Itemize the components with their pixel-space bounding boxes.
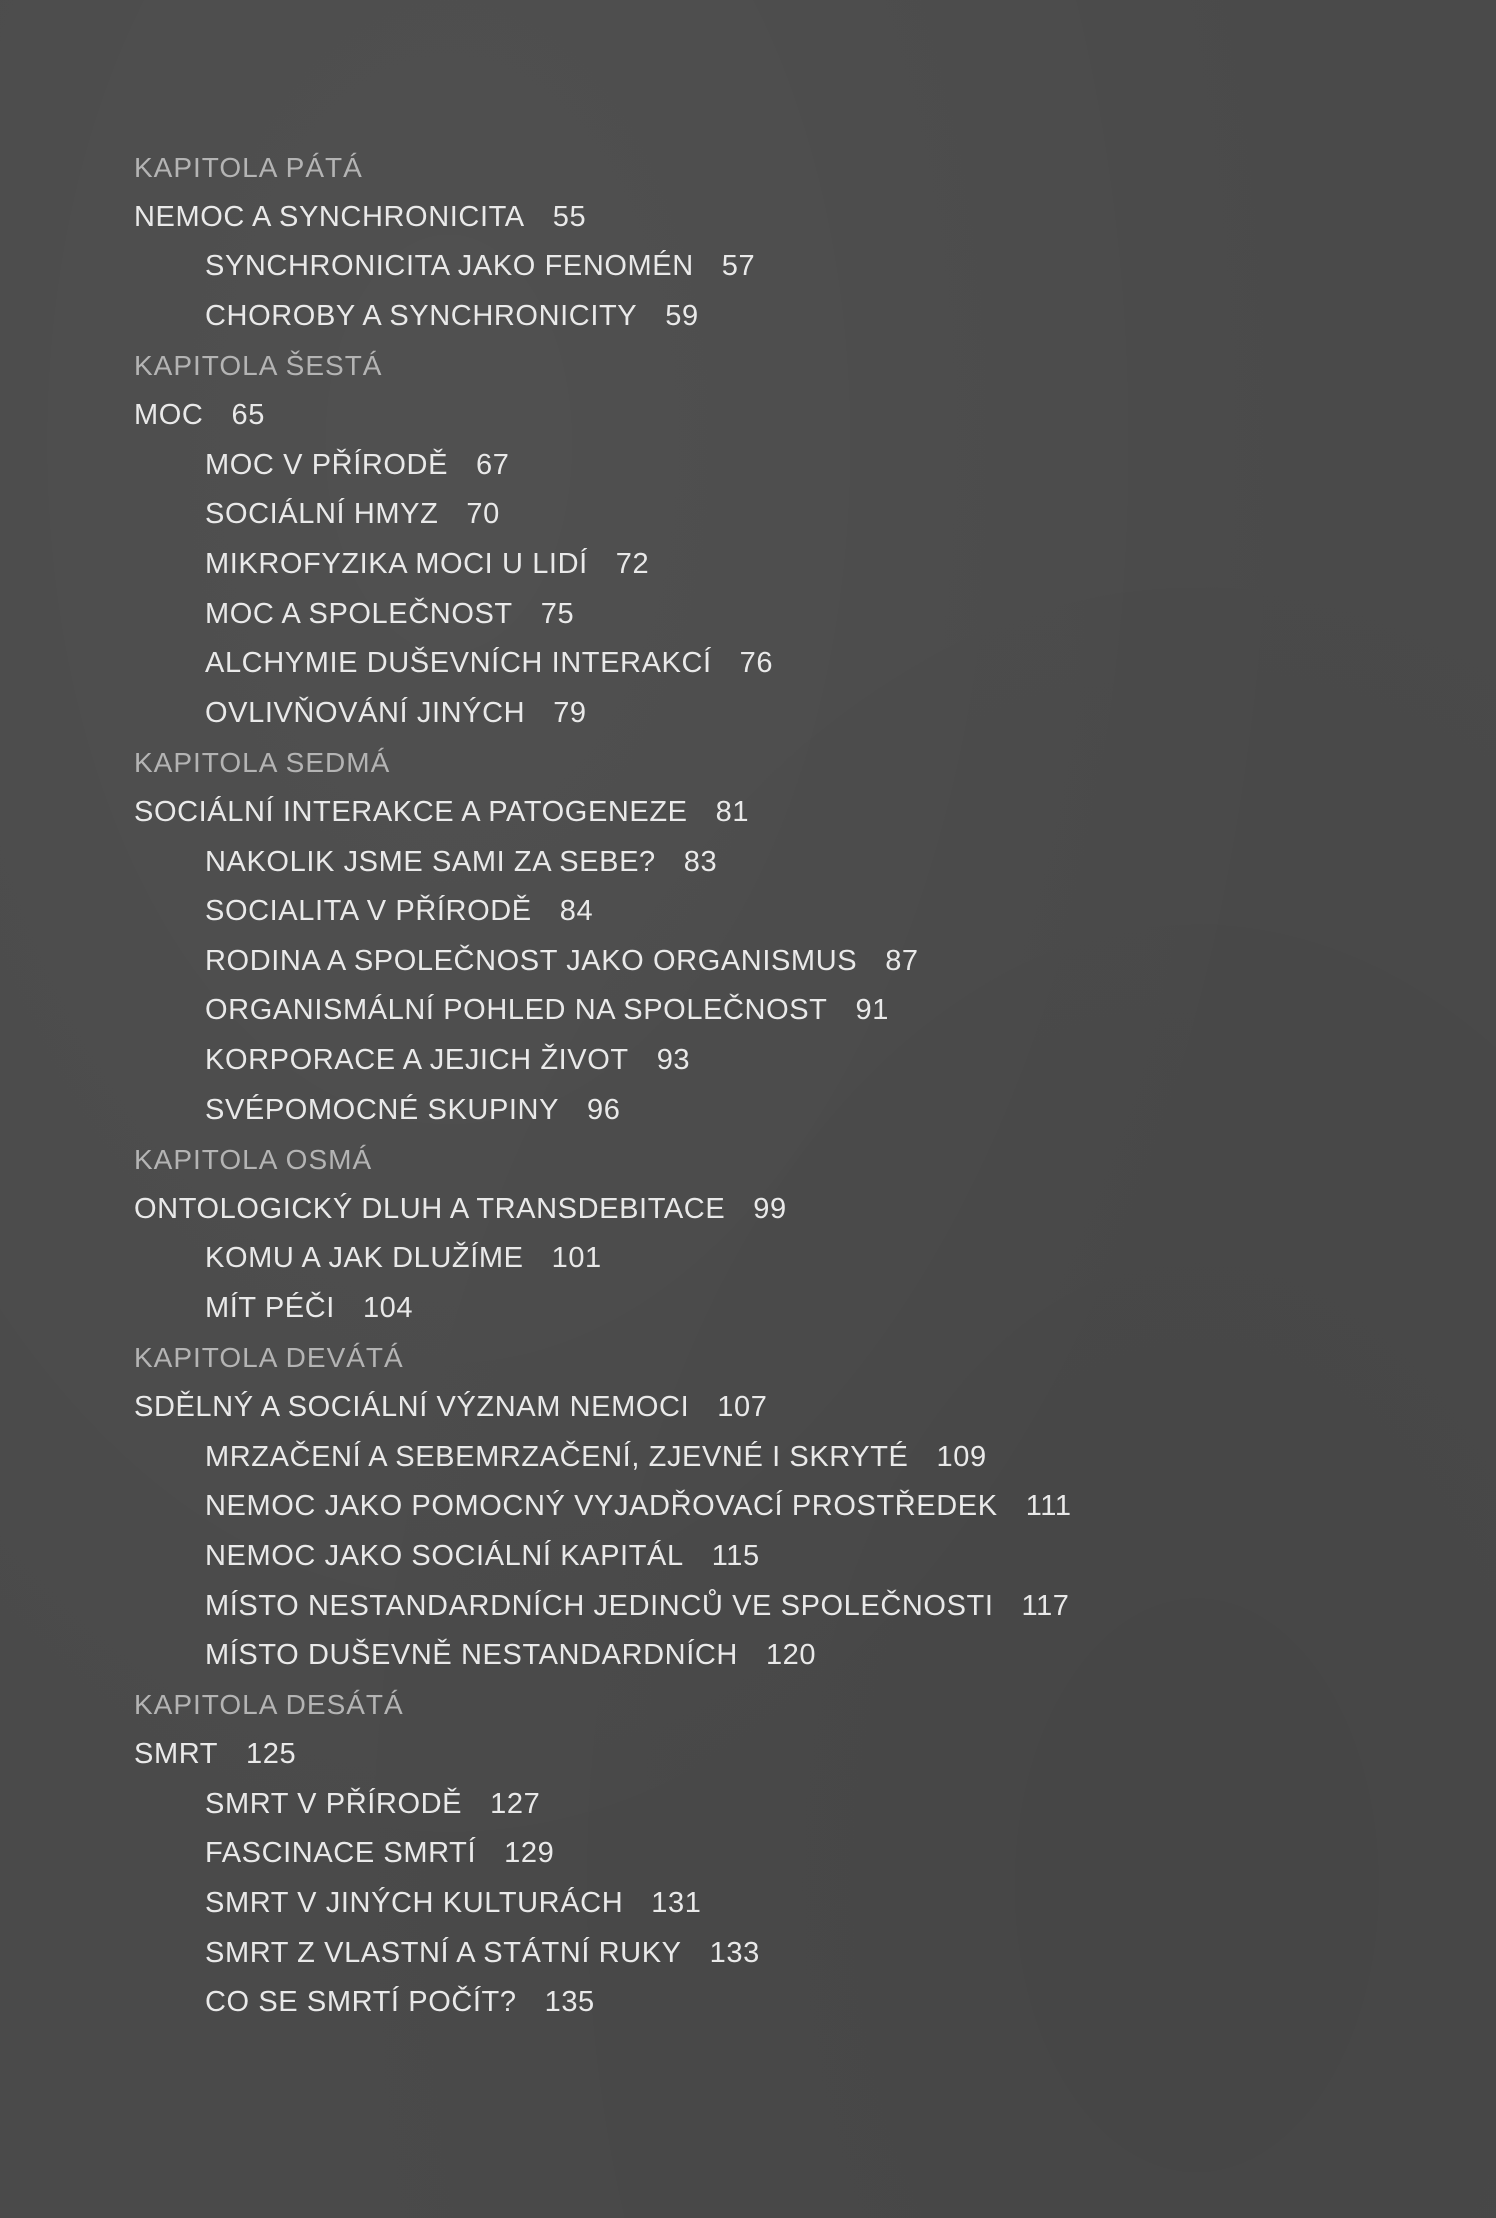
chapter-title-entry: [134, 788, 1384, 838]
entry-title: FASCINACE SMRTÍ: [205, 1837, 477, 1870]
page-number: 131: [651, 1887, 702, 1920]
entry-title: MOC A SPOLEČNOST: [205, 597, 513, 630]
page-number: 99: [753, 1192, 787, 1225]
chapter-label: [134, 341, 1384, 391]
page-number: 81: [715, 796, 750, 829]
chapter-title-entry: [134, 1383, 1384, 1433]
section-entry: [134, 1284, 1384, 1334]
section-entry: [134, 1234, 1384, 1284]
entry-title: KAPITOLA SEDMÁ: [134, 746, 391, 778]
section-entry: [134, 490, 1384, 540]
page-number: 104: [362, 1291, 414, 1324]
section-entry: [134, 1036, 1384, 1086]
page-number: 65: [231, 399, 265, 432]
entry-title: SOCIÁLNÍ INTERAKCE A PATOGENEZE: [134, 796, 688, 829]
entry-title: MÍSTO NESTANDARDNÍCH JEDINCŮ VE SPOLEČNOSTI: [205, 1589, 994, 1622]
entry-title: KAPITOLA DESÁTÁ: [134, 1689, 404, 1721]
entry-title: ORGANISMÁLNÍ POHLED NA SPOLEČNOST: [205, 994, 828, 1027]
entry-title: MIKROFYZIKA MOCI U LIDÍ: [205, 548, 588, 581]
entry-title: SOCIÁLNÍ HMYZ: [205, 498, 439, 531]
section-entry: [134, 937, 1384, 987]
page-number: 57: [721, 250, 756, 283]
section-entry: [134, 292, 1384, 342]
entry-title: MÍT PÉČI: [205, 1291, 335, 1324]
section-entry: [134, 1780, 1384, 1830]
page-number: 115: [711, 1539, 760, 1572]
page-number: 101: [551, 1242, 602, 1275]
page-number: 76: [739, 647, 774, 680]
entry-title: KAPITOLA OSMÁ: [134, 1143, 373, 1175]
chapter-title-entry: [134, 1730, 1384, 1780]
page-number: 84: [559, 895, 594, 928]
page-number: 83: [683, 845, 718, 878]
page-number: 135: [544, 1986, 595, 2019]
entry-title: SMRT V PŘÍRODĚ: [205, 1787, 463, 1820]
section-entry: [134, 1085, 1384, 1135]
chapter-title-entry: [134, 1184, 1384, 1234]
page-number: 109: [936, 1440, 987, 1473]
entry-title: KAPITOLA DEVÁTÁ: [134, 1342, 404, 1374]
page-number: 125: [246, 1738, 297, 1771]
section-entry: [134, 887, 1384, 937]
entry-title: CHOROBY A SYNCHRONICITY: [205, 300, 638, 333]
entry-title: NEMOC JAKO SOCIÁLNÍ KAPITÁL: [205, 1539, 684, 1572]
entry-title: CO SE SMRTÍ POČÍT?: [205, 1986, 517, 2019]
chapter-label: [134, 1333, 1384, 1383]
entry-title: OVLIVŇOVÁNÍ JINÝCH: [205, 696, 526, 729]
entry-title: KAPITOLA PÁTÁ: [134, 151, 363, 183]
entry-title: SVÉPOMOCNÉ SKUPINY: [205, 1093, 560, 1126]
page-number: 133: [709, 1936, 760, 1969]
section-entry: [134, 837, 1384, 887]
section-entry: [134, 689, 1384, 739]
entry-title: KOMU A JAK DLUŽÍME: [205, 1242, 524, 1275]
page-number: 120: [765, 1639, 817, 1672]
section-entry: [134, 1581, 1384, 1631]
entry-title: SMRT Z VLASTNÍ A STÁTNÍ RUKY: [205, 1936, 682, 1969]
chapter-title-entry: [134, 193, 1384, 243]
page-number: 67: [476, 448, 510, 481]
table-of-contents: [134, 143, 1384, 2028]
entry-title: SOCIALITA V PŘÍRODĚ: [205, 895, 532, 928]
page-number: 93: [656, 1043, 691, 1076]
page-number: 70: [466, 498, 500, 531]
page-number: 107: [717, 1391, 768, 1424]
entry-title: KORPORACE A JEJICH ŽIVOT: [205, 1043, 629, 1076]
chapter-label: [134, 143, 1384, 193]
chapter-label: [134, 1135, 1384, 1185]
page-number: 96: [587, 1093, 621, 1126]
page-number: 91: [855, 994, 889, 1027]
section-entry: [134, 1432, 1384, 1482]
entry-title: SYNCHRONICITA JAKO FENOMÉN: [205, 250, 694, 283]
entry-title: NAKOLIK JSME SAMI ZA SEBE?: [205, 845, 656, 878]
entry-title: SMRT V JINÝCH KULTURÁCH: [205, 1887, 624, 1920]
chapter-title-entry: [134, 391, 1384, 441]
page-number: 79: [553, 696, 587, 729]
entry-title: KAPITOLA ŠESTÁ: [134, 350, 383, 382]
entry-title: ONTOLOGICKÝ DLUH A TRANSDEBITACE: [134, 1192, 726, 1225]
section-entry: [134, 1978, 1384, 2028]
page-number: 59: [665, 300, 699, 333]
entry-title: MOC V PŘÍRODĚ: [205, 448, 449, 481]
entry-title: RODINA A SPOLEČNOST JAKO ORGANISMUS: [205, 944, 858, 977]
page-number: 55: [552, 200, 587, 233]
chapter-label: [134, 738, 1384, 788]
section-entry: [134, 1482, 1384, 1532]
page-number: 87: [885, 944, 919, 977]
section-entry: [134, 441, 1384, 491]
entry-title: MRZAČENÍ A SEBEMRZAČENÍ, ZJEVNÉ I SKRYTÉ: [205, 1440, 909, 1473]
entry-title: ALCHYMIE DUŠEVNÍCH INTERAKCÍ: [205, 647, 712, 680]
entry-title: NEMOC JAKO POMOCNÝ VYJADŘOVACÍ PROSTŘEDEK: [205, 1490, 998, 1523]
entry-title: NEMOC A SYNCHRONICITA: [134, 200, 525, 233]
entry-title: MOC: [134, 399, 204, 432]
entry-title: SDĚLNÝ A SOCIÁLNÍ VÝZNAM NEMOCI: [134, 1391, 690, 1424]
page-number: 127: [490, 1787, 541, 1820]
section-entry: [134, 1532, 1384, 1582]
page-number: 72: [615, 548, 650, 581]
page-number: 129: [504, 1837, 555, 1870]
section-entry: [134, 242, 1384, 292]
entry-title: SMRT: [134, 1738, 219, 1771]
chapter-label: [134, 1680, 1384, 1730]
section-entry: [134, 1829, 1384, 1879]
section-entry: [134, 639, 1384, 689]
section-entry: [134, 1631, 1384, 1681]
section-entry: [134, 540, 1384, 590]
section-entry: [134, 1879, 1384, 1929]
section-entry: [134, 1928, 1384, 1978]
section-entry: [134, 589, 1384, 639]
page-number: 75: [540, 597, 575, 630]
page-number: 111: [1025, 1490, 1072, 1523]
section-entry: [134, 986, 1384, 1036]
page-number: 117: [1021, 1589, 1070, 1622]
entry-title: MÍSTO DUŠEVNĚ NESTANDARDNÍCH: [205, 1639, 738, 1672]
